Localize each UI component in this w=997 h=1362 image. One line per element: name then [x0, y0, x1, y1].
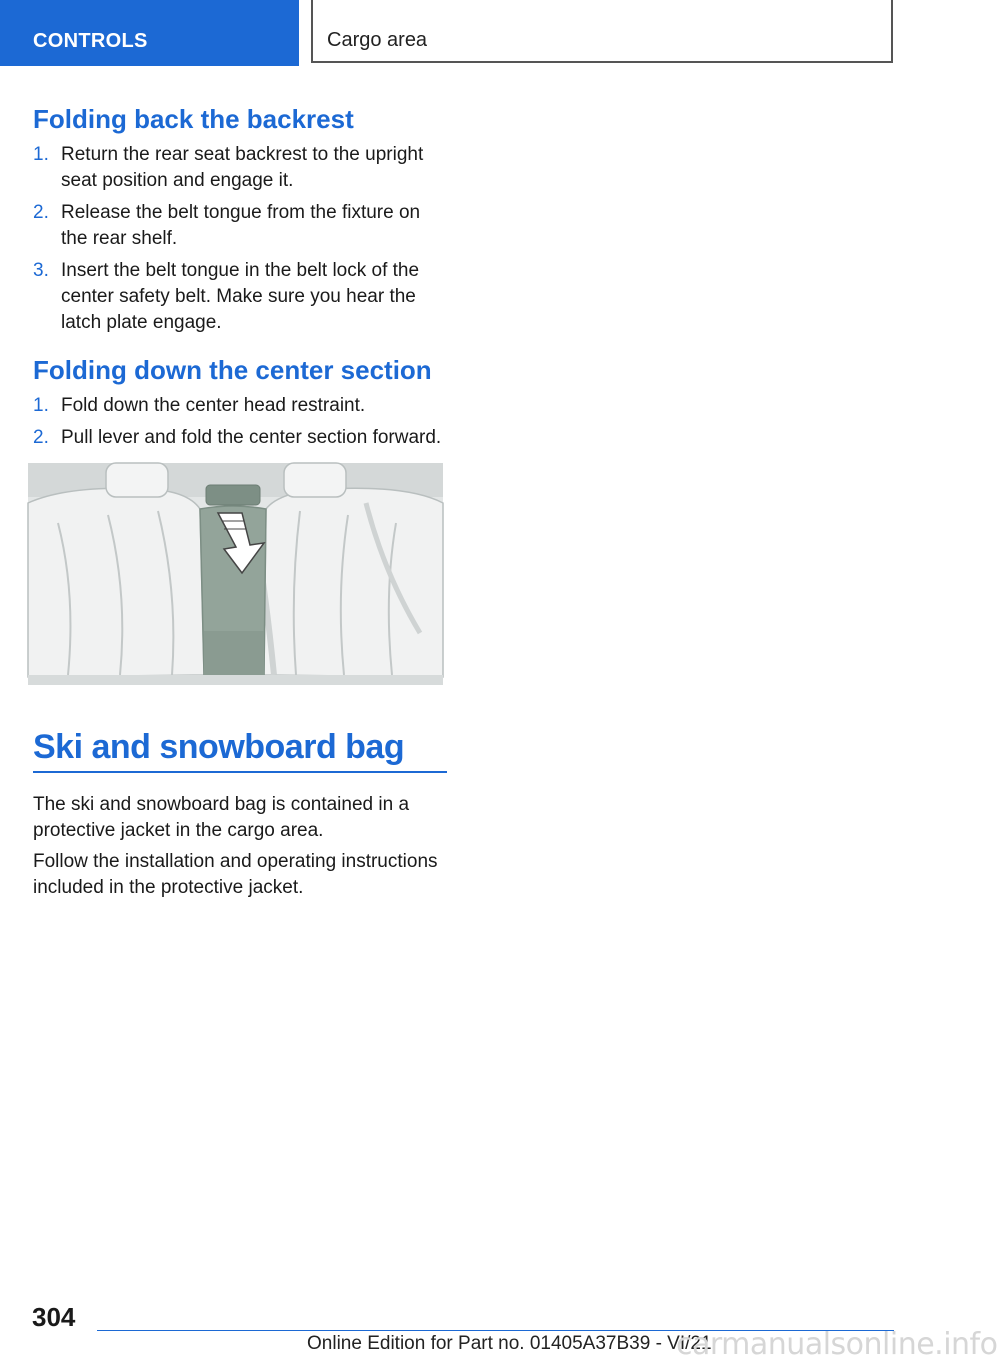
edition-note: Online Edition for Part no. 01405A37B39 - VI/21 [307, 1333, 712, 1354]
chapter-header [311, 0, 893, 63]
step-text: Fold down the center head restraint. [61, 395, 366, 416]
step-number: 2. [33, 202, 49, 223]
step-number: 1. [33, 395, 49, 416]
step-number: 3. [33, 260, 49, 281]
list-item [33, 393, 445, 419]
chapter-title: Cargo area [327, 29, 428, 51]
list-item [33, 200, 445, 252]
page-number: 304 [32, 1302, 76, 1332]
heading-underline [33, 771, 447, 773]
watermark: carmanualsonline.info [676, 1327, 997, 1362]
section-label: CONTROLS [33, 30, 148, 52]
list-item [33, 258, 445, 336]
steps-center-section [33, 393, 445, 457]
step-text: Pull lever and fold the center section forward. [61, 427, 442, 448]
ski-bag-paragraph-2: Follow the installation and operating instructions included in the protective jacket. [33, 851, 438, 898]
heading-ski-bag: Ski and snowboard bag [33, 728, 405, 766]
list-item [33, 142, 445, 194]
step-text: Insert the belt tongue in the belt lock of the center safety belt. Make sure you hear the latch plate engage. [61, 260, 420, 333]
step-number: 2. [33, 427, 49, 448]
step-number: 1. [33, 144, 49, 165]
rear-seat-drawing [28, 463, 443, 685]
steps-folding-back [33, 142, 445, 342]
heading-center-section: Folding down the center section [33, 355, 432, 385]
heading-folding-back: Folding back the backrest [33, 104, 354, 134]
ski-bag-paragraph-1: The ski and snowboard bag is contained in a protective jacket in the cargo area. [33, 794, 410, 841]
section-tab [0, 0, 299, 66]
step-text: Return the rear seat backrest to the upright seat position and engage it. [61, 144, 424, 191]
rear-seat-illustration [28, 463, 443, 685]
list-item [33, 425, 445, 451]
step-text: Release the belt tongue from the fixture on the rear shelf. [61, 202, 421, 249]
